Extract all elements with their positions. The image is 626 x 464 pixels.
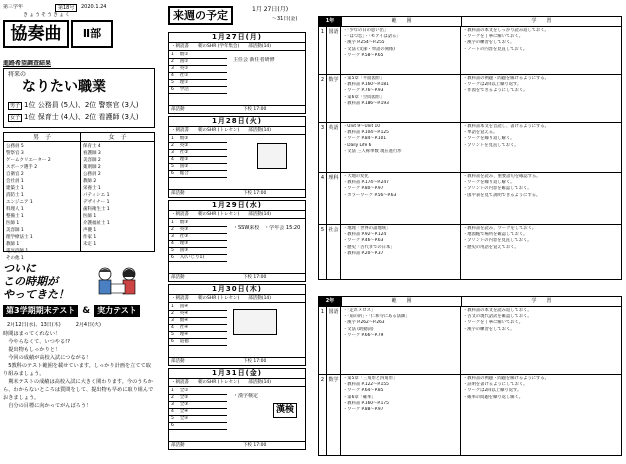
ranking-item: エンジニア 1 [6,200,33,205]
period-subject: 3 全③ [171,402,189,407]
period-subject: 2 全② [171,395,189,400]
school-illustration [233,309,277,335]
exam-ampersand: & [82,305,91,316]
masthead [3,20,155,48]
day-block [168,32,306,114]
study-line: ・ノートの内容を見直しておく。 [463,46,528,52]
period-subject: 3 英① [171,66,189,71]
range-line: ・歴史「古代までの日本」 [343,244,395,250]
period-row [169,325,227,332]
day-note: 主任会 新任者研修 [233,57,275,63]
ranking-item: 自衛官 2 [6,172,24,177]
ranking-item: 声優 1 [83,228,97,233]
period-subject: 5 理① [171,80,189,85]
study-line: ・漢字の練習をしておく。 [463,40,515,46]
period-subject: 2 英③ [171,227,189,232]
ranking-item: 栄養士 1 [83,186,101,191]
period-row [169,143,227,150]
survey-row-boys [8,101,139,110]
period-row [169,227,227,234]
period-subject: 1 国④ [171,304,189,309]
range-line: ・教科書 P.174〜P.247 [343,180,389,186]
schedule-title: 来週の予定 [168,6,233,25]
girls-result: 1位 保育士 (4人)、2位 看護師 (3人) [24,113,139,121]
study-line: ・教科書を読み、ワークをしておく。 [463,226,537,231]
plan-header [319,297,621,307]
period-row [169,416,227,423]
day-note: ・漢字検定 [233,393,259,399]
ranking-item: 建築士 1 [6,186,24,191]
period-subject: 4 理② [171,157,189,162]
range-cell [341,375,461,455]
day-footer: 部活動 下校 17:00 [169,357,305,365]
plan-row [319,307,621,375]
range-line: ・文法 三人称単数 現在進行形 [343,148,402,154]
ranking-item: 介護福祉士 1 [83,221,110,226]
range-cell [341,307,461,374]
period-subject: 5 国② [171,164,189,169]
period-subject: 3 数④ [171,318,189,323]
issue-number: 第18号 [55,4,77,12]
ranking-item: パティシエ 1 [83,193,110,198]
grade2-study-plan [318,296,622,456]
exam-dates: 2月12日(水)、13日(木) 2月4日(火) [7,322,101,328]
period-subject: 4 全④ [171,409,189,414]
day-note: ・SSW来校 ・学年会 15:20 [233,225,301,231]
body-paragraph: 5教科のテスト範囲を載せています。しっかり計画を立てて取り組みましょう。 [3,363,151,377]
ranking-item: 医師 1 [83,214,97,219]
plan-header [319,17,621,27]
subject-name: 数学 [327,75,341,122]
range-column-header: 範 囲 [341,17,461,26]
job-ranking-table [3,132,155,261]
ranking-item: 整備士 1 [6,214,24,219]
boys-column-header: 男 子 [4,133,80,142]
study-line: ・プリントを見直しておく。 [463,142,519,148]
day-heading: 1月29日(水) [169,201,305,211]
study-line: ・ワークを丁寧に解いておく。 [463,320,524,326]
period-row [169,339,227,346]
range-line: ・教科書 P.20〜P.37 [343,250,384,256]
masthead-title: 協奏曲 [3,20,69,48]
range-line: ・地理「世界の諸地域」 [343,226,391,231]
subject-name: 国語 [327,307,341,374]
survey-row-girls [8,113,139,122]
exam-banner [3,304,155,318]
range-line: ・ワーク P.80〜P.97 [343,186,384,192]
study-cell [461,123,621,172]
study-cell [461,225,621,279]
boys-result: 1位 公務員 (5人)、2位 警察官 (3人) [24,101,139,109]
boys-tag: 男子 [10,103,21,109]
period-row [169,311,227,318]
body-paragraph: 今やらなくて、いつやる!? [3,339,70,345]
masthead-subtitle: Ⅱ部 [71,20,113,48]
survey-title: 進路希望調査結果 [3,60,52,67]
title-ruby: きょうそうきょく [23,12,72,18]
range-line: ・ワーク P.84〜P.101 [343,136,387,142]
day-morning-row: ・朝読書 朝のSHR (トレセン) 部活動(14) [169,295,305,303]
period-row [169,332,227,339]
range-line: ・ワーク P.66〜P.79 [343,332,384,338]
row-number: 1 [319,27,327,74]
kanken-badge: 漢検 [273,403,297,418]
period-subject: 4 社① [171,73,189,78]
ranking-item: 医師 1 [6,221,20,226]
range-line: ・第6章「空間図形」 [343,94,385,100]
range-line: ・ワーク P.64〜P.85 [343,388,384,394]
period-row [169,423,227,430]
headline-line-2: この時期が [3,275,58,288]
range-line: ・教科書 P.92〜P.124 [343,232,387,238]
study-line: ・地図帳で場所を確認しておく。 [463,232,528,238]
period-row [169,234,227,241]
range-line: ・教科書 P.186〜P.193 [343,100,389,106]
body-paragraph: 期末テストの成績は高校入試に大きく関わります。今のうちから、わからないところは質問をして、提出物も早めに取り組んでおきましょう。 [3,379,154,401]
range-line: ・第6章「確率」 [343,394,376,400]
period-list [169,388,227,430]
ranking-item: 看護師 3 [83,151,101,156]
plan-row [319,75,621,123]
headline-finally [3,262,69,301]
ability-test-label: 実力テスト [94,305,140,317]
range-line: ・ワーク P.46〜P.63 [343,238,384,244]
study-line: ・歴史の用語を覚えておく。 [463,244,519,250]
period-subject: 5 理④ [171,332,189,337]
row-number: 2 [319,75,327,122]
period-row [169,388,227,395]
girls-tag: 女子 [10,115,21,121]
ranking-item: 教師 1 [6,242,20,247]
period-subject: 6 道徳 [171,339,189,344]
period-row [169,395,227,402]
period-row [169,255,227,262]
final-exam-label: 第3学期期末テスト [3,305,78,317]
range-cell [341,225,461,279]
period-row [169,248,227,255]
survey-subtitle: 将来の [8,71,27,78]
body-paragraph: 提出物もしっかりと！ [3,347,61,353]
headline-line-3: やってきた！ [3,288,69,301]
period-subject: 1 数② [171,136,189,141]
study-line: ・確率の問題を繰り返し解く。 [463,394,524,400]
day-footer: 部活動 下校 17:00 [169,189,305,197]
boys-job-list [6,143,78,262]
study-line: ・教科書の例題・問題を解けるようにする。 [463,376,549,381]
period-list [169,136,227,178]
day-footer: 部活動 下校 17:00 [169,105,305,113]
subject-name: 国語 [327,27,341,74]
period-row [169,150,227,157]
subject-name: 英語 [327,123,341,172]
study-line: ・教科書本文を音読し、書けるようにする。 [463,124,549,129]
schedule-start-date: 1月 27日(月) [252,6,289,13]
range-line: ・ワーク P.88〜P.97 [343,407,384,413]
period-subject: 2 国① [171,59,189,64]
period-subject: 2 英④ [171,311,189,316]
range-line: ・教科書 P.122〜P.155 [343,382,389,388]
period-subject: 1 数③ [171,220,189,225]
study-cell [461,173,621,224]
range-line: ・大地の変化 [343,174,369,179]
range-cell [341,75,461,122]
plan-row [319,123,621,173]
period-subject: 1 数① [171,52,189,57]
day-heading: 1月28日(火) [169,117,305,127]
schedule-range: 〜31日(金) [272,16,298,22]
day-morning-row: ・朝読書 朝のSHR (学年集会) 部活動(14) [169,43,305,51]
day-block [168,368,306,450]
period-subject: 4 理③ [171,241,189,246]
subject-name: 理科 [327,173,341,224]
day-morning-row: ・朝読書 朝のSHR (トレセン) 部活動(14) [169,379,305,387]
ranking-item: その他 1 [6,256,24,261]
range-line: ・「扇の的」・「仁和寺にある法師」 [343,314,410,320]
day-heading: 1月31日(金) [169,369,305,379]
study-cell [461,75,621,122]
period-row [169,157,227,164]
study-line: ・ワークを繰り返し解く。 [463,136,515,142]
period-row [169,304,227,311]
row-number: 2 [319,375,327,455]
study-line: ・ワークは2回以上繰り返す。 [463,388,522,394]
ranking-item: 美容師 1 [6,228,24,233]
plan-row [319,375,621,455]
girls-job-list [83,143,155,248]
range-line: ・「少年の日の思い出」 [343,28,389,33]
period-subject: 4 社④ [171,325,189,330]
range-line: ・第5章「三角形と四角形」 [343,376,398,381]
ranking-item: スポーツ選手 2 [6,165,38,170]
range-line: ・教科書 P.160〜P.175 [343,400,389,406]
period-subject: 5 全⑤ [171,416,189,421]
range-cell [341,123,461,172]
range-line: ・「走れメロス」 [343,308,376,313]
study-line: ・単語を覚える。 [463,130,498,136]
study-line: ・プリントの内容を確認しておく。 [463,186,532,192]
study-line: ・教科書を読み、重要語句を確認する。 [463,174,541,179]
ranking-item: 理学療法士 1 [6,235,33,240]
ranking-item: 歯科衛生士 1 [83,207,110,212]
ranking-item: 保育士 4 [83,144,101,149]
period-row [169,136,227,143]
period-subject: 2 英② [171,143,189,148]
range-line: ・Unit 9〜Unit 10 [343,124,381,129]
study-cell [461,375,621,455]
day-heading: 1月30日(木) [169,285,305,295]
day-block [168,200,306,282]
issue-date: 2020.1.24 [81,4,107,10]
ranking-item: 警察官 3 [6,151,24,156]
study-cell [461,27,621,74]
plan-row [319,27,621,75]
survey-box [3,68,155,128]
range-line: ・カラーワーク P.56〜P.63 [343,192,397,198]
period-row [169,171,227,178]
range-line: ・文法 (文節・単語の関係) [343,46,395,52]
range-line: ・Daily Life 6 [343,142,372,148]
range-line: ・教科書 P.104〜P.125 [343,130,389,136]
day-block [168,284,306,366]
row-number: 1 [319,307,327,374]
period-row [169,73,227,80]
range-line: ・文法 (助動詞) [343,326,374,332]
study-line: ・教科書の本文をしっかり読み返しておく。 [463,28,549,33]
body-paragraph: 時間はまってくれない！ [3,331,61,337]
study-line: ・教科書の本文を読み返しておく。 [463,308,532,313]
ranking-item: 消防士 1 [6,193,24,198]
ranking-item: 電気技師 1 [6,249,29,254]
range-cell [341,27,461,74]
study-line: ・作図をできるようにしておく。 [463,88,528,94]
study-column-header: 学 習 [461,297,621,306]
period-subject: 6 学活 [171,87,189,92]
period-subject: 6 入(いじり1) [171,255,205,260]
ranking-item: 薬剤師 2 [83,165,101,170]
ranking-item: 公務員 5 [6,144,24,149]
study-line: ・古文の現代語訳を確認しておく。 [463,314,532,320]
study-line: ・ワークは2回以上繰り返す。 [463,82,522,88]
ranking-item: 会社員 1 [6,179,24,184]
study-line: ・教科書の例題・問題を解けるようにする。 [463,76,549,81]
grade-badge: 1年 [319,17,341,26]
range-line: ・教科書 P.160〜P.181 [343,82,389,88]
range-line: ・漢字 P.262〜P.263 [343,320,385,326]
plan-row [319,173,621,225]
ranking-item: 未定 1 [83,242,97,247]
period-subject: 6 [171,423,180,428]
study-line: ・ワークを丁寧に解いておく。 [463,34,524,40]
range-line: ・ワーク P.58〜P.65 [343,52,384,58]
period-subject: 5 国③ [171,248,189,253]
ranking-item: 教師 2 [83,179,97,184]
ranking-item: ゲームクリエーター 2 [6,158,51,163]
period-row [169,52,227,59]
range-line: ・漢字 P.254〜P.255 [343,40,385,46]
period-list [169,220,227,262]
period-subject: 3 社③ [171,234,189,239]
study-column-header: 学 習 [461,17,621,26]
period-row [169,241,227,248]
study-line: ・漢字の練習をしておく。 [463,326,515,332]
day-footer: 部活動 下校 17:00 [169,441,305,449]
row-number: 5 [319,225,327,279]
ranking-item: デザイナー 1 [83,200,110,205]
study-line: ・証明を書けるようにしておく。 [463,382,528,388]
day-morning-row: ・朝読書 朝のSHR (トレセン) 部活動(14) [169,211,305,219]
newsletter-column [3,4,155,460]
ranking-item: 美容師 2 [83,158,101,163]
ranking-item: 料理人 1 [6,207,24,212]
range-cell [341,173,461,224]
plan-row [319,225,621,279]
day-footer: 部活動 下校 17:00 [169,273,305,281]
study-cell [461,307,621,374]
teacher-illustration [257,143,287,169]
ranking-item: 作家 1 [83,235,97,240]
table-divider [80,133,81,251]
period-list [169,304,227,346]
article-body [3,330,155,410]
girls-column-header: 女 子 [80,133,155,142]
period-row [169,66,227,73]
period-subject: 6 総合 [171,171,189,176]
students-illustration [93,266,145,300]
range-column-header: 範 囲 [341,297,461,306]
body-paragraph: 自分の目標に向かってがんばろう！ [3,403,92,409]
headline-line-1: ついに [3,262,36,275]
grade1-study-plan [318,16,622,280]
period-row [169,87,227,94]
day-block [168,116,306,198]
subject-name: 数学 [327,375,341,455]
survey-heading: なりたい職業 [22,79,106,95]
range-line: ・「はつ恋」・「モアイは語る」 [343,34,401,40]
study-line: ・図や表を見て説明できるようにする。 [463,192,541,198]
period-subject: 3 社② [171,150,189,155]
period-row [169,220,227,227]
range-line: ・第5章「平面図形」 [343,76,385,81]
period-row [169,318,227,325]
period-row [169,164,227,171]
period-row [169,409,227,416]
day-heading: 1月27日(月) [169,33,305,43]
row-number: 4 [319,173,327,224]
weekly-schedule [168,4,306,460]
period-list [169,52,227,94]
period-row [169,59,227,66]
grade-badge: 2年 [319,297,341,306]
school-label: 第三学年 [3,4,24,10]
ranking-item: 公務員 2 [83,172,101,177]
row-number: 3 [319,123,327,172]
period-row [169,80,227,87]
body-paragraph: 今回の成績が高校入試につながる！ [3,355,92,361]
period-subject: 1 全① [171,388,189,393]
period-row [169,402,227,409]
range-line: ・ワーク P.76〜P.93 [343,88,384,94]
subject-name: 社会 [327,225,341,279]
day-morning-row: ・朝読書 朝のSHR (トレセン) 部活動(14) [169,127,305,135]
study-line: ・ワークを繰り返し解く。 [463,180,515,186]
study-line: ・プリントの内容を見直しておく。 [463,238,532,244]
